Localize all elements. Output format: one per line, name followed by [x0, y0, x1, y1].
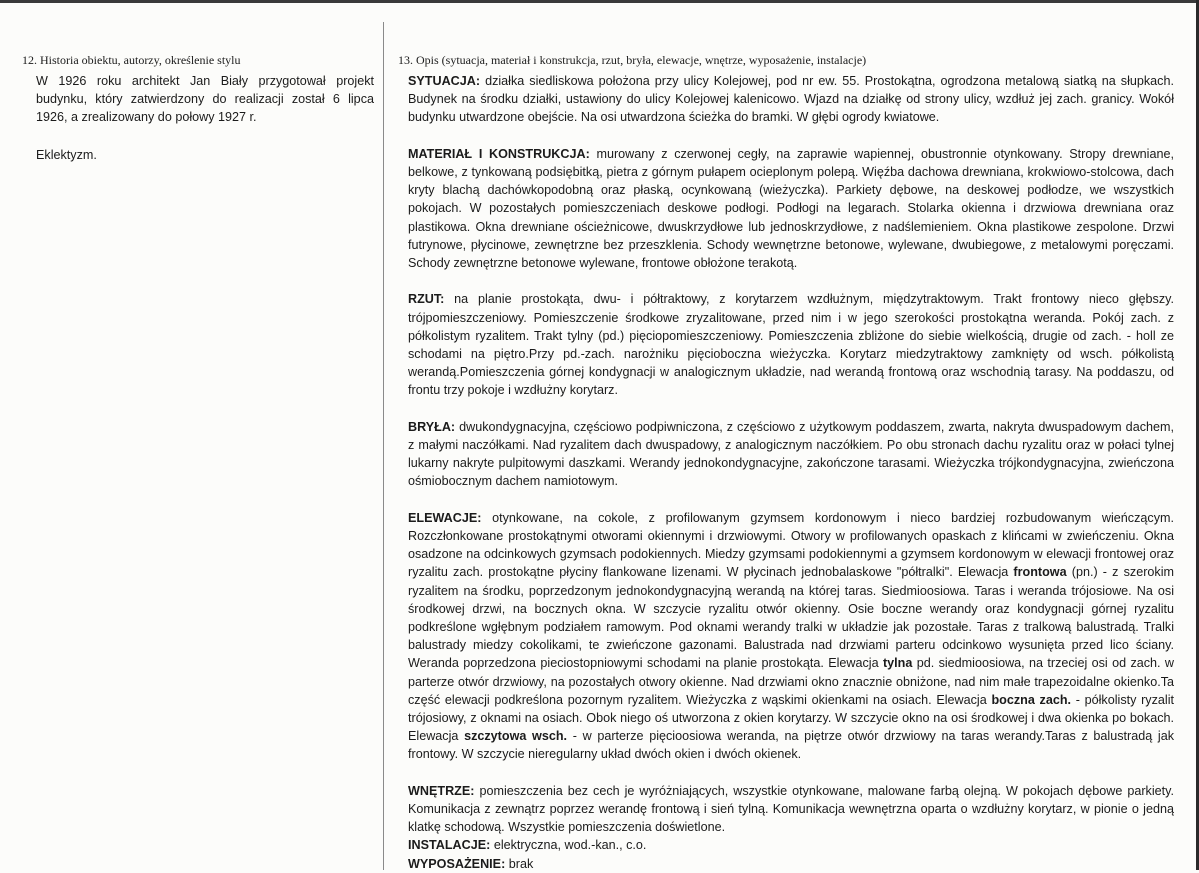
section-material [408, 145, 1174, 272]
section-sytuacja [408, 72, 1174, 127]
section-text: elektryczna, wod.-kan., c.o. [490, 838, 647, 853]
section-text: (pn.) - z szerokim ryzalitem na środku, poprzedzonym jednokondygnacyjną werandą na której taras. Siedmioosiowa. Taras i weranda trójosiowe. Na osi środkowej drzwi, na bocznych okna. W szczycie ryzalitu otwór okienny. Osie boczne werandy oraz kondygnacji górnej ryzalitu podkreślone wgłębnym podziałem ramowym. Pod oknami werandy tralki w układzie jak pozostałe. Taras z tralkową balustradą. Tralki balustrady miedzy cokolikami, te zwieńczone gazonami. Balustrada nad drzwiami parteru odcinkowo wysunięta przed lico ściany. Weranda poprzedzona pieciostopniowymi schodami na planie prostokąta. Elewacja [408, 565, 1175, 671]
history-body [36, 72, 374, 164]
section-text: - w parterze pięcioosiowa weranda, na piętrze otwór drzwiowy na taras werandy.Taras z balustradą jak frontowy. W szczycie nieregularny układ dwóch okien i dwóch okienek. [408, 729, 1175, 762]
section-text: - półkolisty ryzalit trójosiowy, z oknami na osiach. Obok niego oś utworzona z okien korytarzy. W szczycie okno na osi środkowej i dwa okienka po bokach. Elewacja [408, 692, 1175, 744]
history-column [22, 52, 374, 164]
description-body [408, 72, 1174, 873]
section-label: RZUT: [408, 292, 445, 307]
emphasis-tylna: tylna [882, 656, 913, 671]
section-elewacje [408, 509, 1174, 764]
emphasis-szczytowa: szczytowa wsch. [464, 729, 568, 744]
section-text: otynkowane, na cokole, z profilowanym gzymsem kordonowym i nieco bardziej rozbudowanym wieńczącym. Rozczłonkowane prostokątnymi otworami okiennymi i drzwiowymi. Otwory w profilowanych opaskach z klińcami w zwieńczeniu. Okna osadzone na odcinkowych gzymsach podokiennych. Miedzy gzymsami podokiennymi a gzymsem kordonowym w elewacji frontowej oraz ryzalitu zach. prostokątne płyciny flankowane lizenami. W płycinach jednobalaskowe "półtralki". Elewacja [408, 510, 1174, 580]
history-text: W 1926 roku architekt Jan Biały przygotował projekt budynku, który zatwierdzony do realizacji został 6 lipca 1926, a zrealizowany do połowy 1927 r. [36, 74, 374, 125]
history-heading: 12. Historia obiektu, autorzy, określenie stylu [22, 53, 241, 67]
section-wyposazenie [408, 855, 1174, 873]
description-column [398, 52, 1174, 873]
section-label: WNĘTRZE: [408, 783, 475, 798]
emphasis-boczna: boczna zach. [991, 692, 1072, 707]
section-label: WYPOSAŻENIE: [408, 856, 506, 871]
section-label: BRYŁA: [408, 419, 456, 434]
section-label: ELEWACJE: [408, 510, 482, 525]
section-instalacje [408, 836, 1174, 854]
section-label: SYTUACJA: [408, 74, 481, 88]
section-text: dwukondygnacyjna, częściowo podpiwniczona, z częściowo z użytkowym poddaszem, zwarta, nakryta dwuspadowym dachem, z małymi naczółkami. Nad ryzalitem dach dwuspadowy, z analogicznym naczółkiem. Po obu stronach dachu ryzalitu oraz w połaci tylnej lukarny nakryte pulpitowymi daszkami. Werandy jednokondygnacyjne, zakończone tarasami. Wieżyczka trójkondygnacyjna, zwieńczona ośmiobocznym dachem namiotowym. [408, 419, 1174, 489]
section-text: murowany z czerwonej cegły, na zaprawie wapiennej, obustronnie otynkowany. Stropy drewniane, belkowe, z tynkowaną podsiębitką, pietra z górnym pułapem ocieplonym polepą. Więźba dachowa drewniana, krokwiowo-stolcowa, dach kryty blachą dachówkopodobną oraz płaską, ocynkowaną (wieżyczka). Parkiety dębowe, na deskowej podłodze, we wszystkich pokojach. W pozostałych pomieszczeniach deskowe podłogi. Podłogi na legarach. Stolarka okienna i drzwiowa drewniana oraz plastikowa. Okna drewniane ościeżnicowe, dwuskrzydłowe lub jednoskrzydłowe, z nadślemieniem. Okna plastikowe zespolone. Drzwi futrynowe, płycinowe, zewnętrzne bez przeszklenia. Schody wewnętrzne betonowe, wylewane, dwubiegowe, z metalowymi poręczami. Schody zewnętrzne betonowe wylewane, frontowe obłożone terakotą. [408, 146, 1174, 271]
scan-edge-top [0, 0, 1199, 3]
section-text: działka siedliskowa położona przy ulicy Kolejowej, pod nr ew. 55. Prostokątna, ogrodzona metalową siatką na słupkach. Budynek na środku działki, ustawiony do ulicy Kolejowej kalenicowo. Wjazd na działkę od strony ulicy, wzdłuż jej zach. granicy. Wokół budynku utwardzone obejście. Na osi utwardzona ścieżka do bramki. W głębi ogrody kwiatowe. [408, 74, 1174, 125]
section-text: pomieszczenia bez cech je wyróżniających, wszystkie otynkowane, malowane farbą olejną. W pokojach dębowe parkiety. Komunikacja z zewnątrz poprzez werandę frontową i sień tylną. Komunikacja wewnętrzna oparta o wzdłużny korytarz, w pionie o jedną klatkę schodową. Wszystkie pomieszczenia doświetlone. [408, 783, 1174, 835]
section-label: INSTALACJE: [408, 838, 491, 853]
section-label: MATERIAŁ I KONSTRUKCJA: [408, 146, 590, 161]
section-wnetrze [408, 782, 1174, 837]
section-text: na planie prostokąta, dwu- i półtraktowy, z korytarzem wzdłużnym, międzytraktowym. Trakt frontowy nieco głębszy. trójpomieszczeniowy. Pomieszczenie środkowe zryzalitowane, przed nim i w jego szerokości prostokątna weranda. Pokój zach. z półkolistym ryzalitem. Trakt tylny (pd.) pięciopomieszczeniowy. Pomieszczenia zbliżone do siebie wielkością, drugie od zach. - holl ze schodami na piętro.Przy pd.-zach. narożniku pięcioboczna wieżyczka. Korytarz miedzytraktowy zamknięty od wsch. półkolistą werandą.Pomieszczenia górnej kondygnacji w analogicznym układzie, nad werandą frontową oraz wschodnią tarasy. Na poddaszu, od frontu trzy pokoje i wzdłużny korytarz. [408, 292, 1174, 398]
section-text: brak [505, 856, 534, 871]
section-rzut [408, 290, 1174, 399]
emphasis-frontowa: frontowa [1013, 565, 1067, 580]
column-divider [383, 22, 384, 870]
description-heading: 13. Opis (sytuacja, materiał i konstrukcja, rzut, bryła, elewacje, wnętrze, wyposażenie, instalacje) [398, 53, 867, 67]
section-bryla [408, 418, 1174, 491]
section-text: pd. siedmioosiowa, na trzeciej osi od zach. w parterze otwór drzwiowy, na pozostałych otwory okienne. Nad drzwiami okno znacznie obniżone, nad nim małe trapezoidalne okienko.Ta część elewacji podkreślona pozornym ryzalitem. Wieżyczka z wąskimi okienkami na osiach. Elewacja [408, 656, 1174, 707]
style-text: Eklektyzm. [36, 147, 97, 162]
